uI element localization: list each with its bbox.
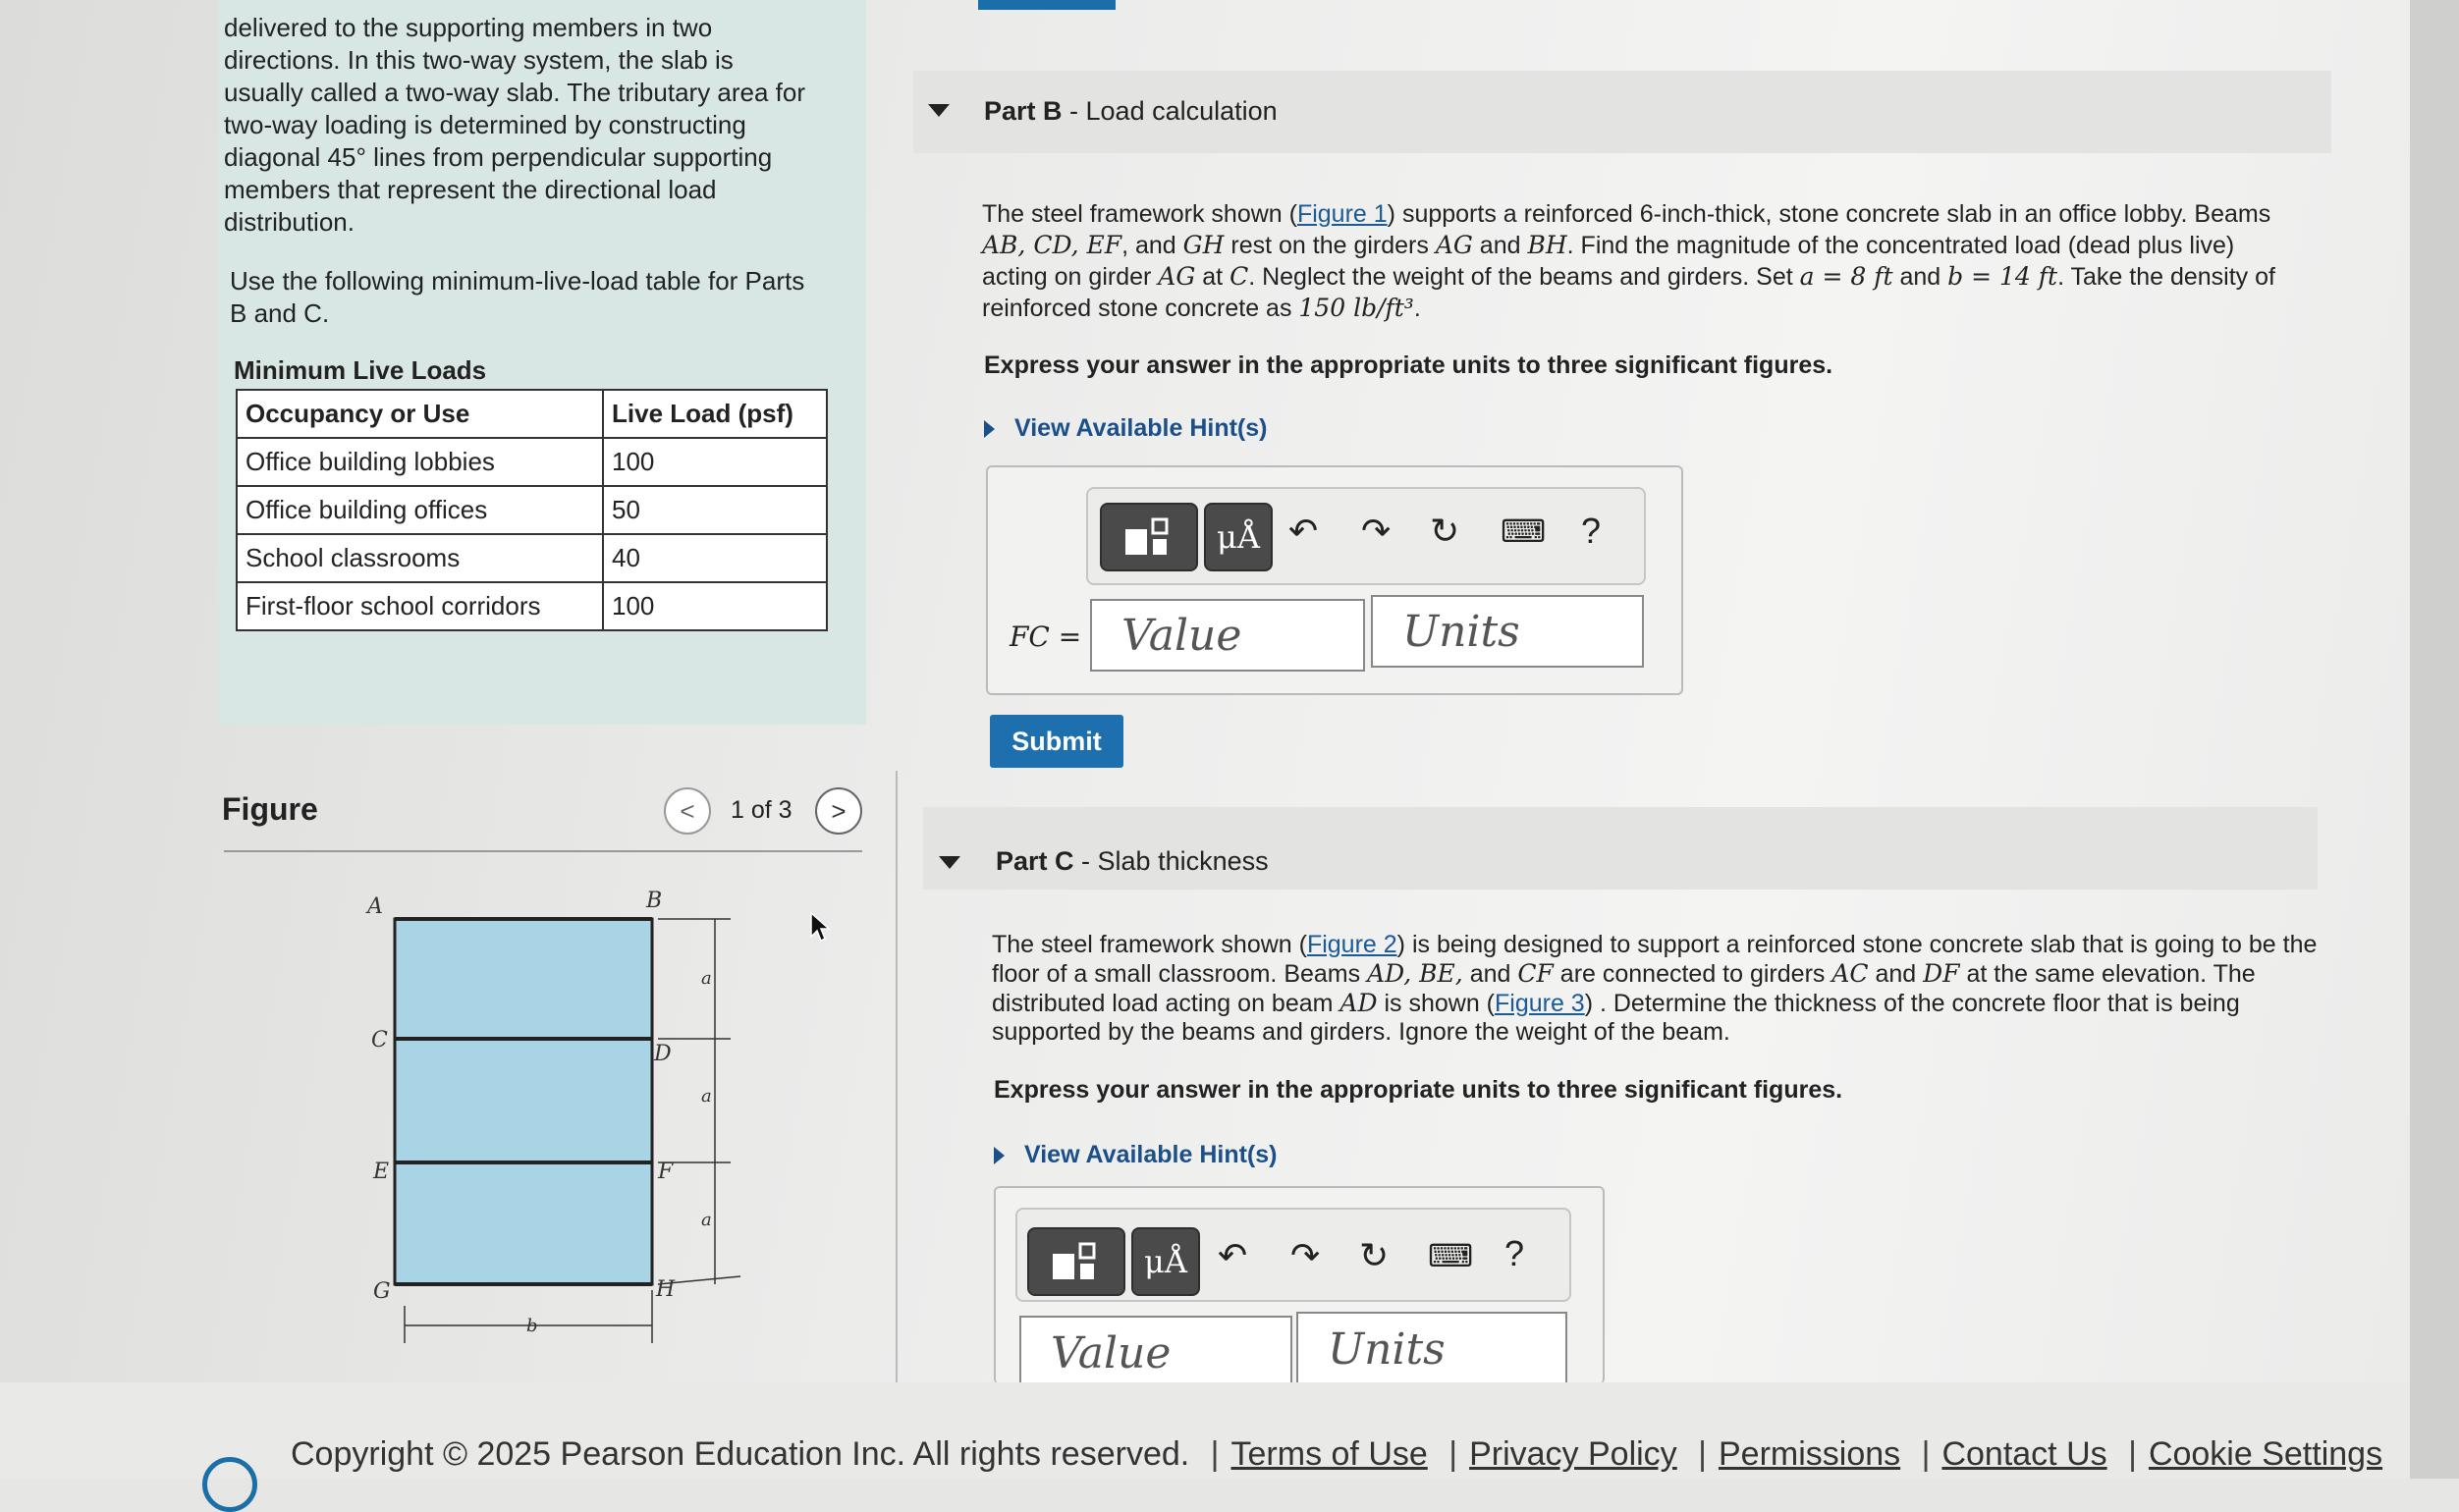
label-a-dimension: a [701, 1086, 712, 1107]
part-b-problem-text: The steel framework shown (Figure 1) supports a reinforced 6-inch-thick, stone concrete slab in an office lobby. Beams AB, CD, EF, and GH rest on the girders AG and BH. Find the magnitude of the concentrated load (dead plus live) acting on girder AG at C. Neglect the weight of the beams and girders. Set a = 8 ft and b = 14 ft. Take the density of reinforced stone concrete as 150 lb/ft³. [982, 200, 2275, 322]
help-icon[interactable]: ? [1581, 511, 1602, 551]
units-button[interactable] [1131, 1227, 1200, 1296]
undo-icon[interactable]: ↶ [1218, 1235, 1248, 1275]
label-a-point: A [367, 894, 383, 919]
use-table-instruction: Use the following minimum-live-load table for Parts B and C. [230, 266, 805, 328]
part-c-instruction: Express your answer in the appropriate units to three significant figures. [994, 1076, 1843, 1104]
undo-icon[interactable]: ↶ [1288, 511, 1319, 551]
screen-edge [2410, 0, 2459, 1479]
live-load-table [236, 389, 828, 631]
expand-triangle-icon [994, 1147, 1005, 1164]
footer: Copyright © 2025 Pearson Education Inc. All rights reserved. | Terms of Use | Privacy Policy | Permissions | Contact Us | Cookie Settings [291, 1435, 2383, 1473]
table-row [237, 534, 827, 582]
table-cell: 100 [603, 582, 827, 630]
intro-text: delivered to the supporting members in two directions. In this two-way system, the slab is usually called a two-way slab. The tributary area for two-way loading is determined by constructing diagonal 45° lines from perpendicular supporting members that represent the directional load distribution. [224, 13, 806, 237]
table-cell: 100 [603, 438, 827, 486]
column-divider [896, 771, 898, 1389]
table-cell: 50 [603, 486, 827, 534]
table-header-row [237, 390, 827, 438]
label-a-dimension: a [701, 1210, 712, 1230]
table-row [237, 582, 827, 630]
collapse-caret-icon[interactable] [928, 104, 950, 117]
label-g-point: G [373, 1279, 391, 1304]
units-input[interactable]: Units [1371, 595, 1644, 668]
label-d-point: D [654, 1042, 672, 1066]
part-b-hint-toggle[interactable]: View Available Hint(s) [984, 414, 1267, 443]
templates-icon [1120, 513, 1178, 561]
cookie-settings-link[interactable]: Cookie Settings [2148, 1435, 2383, 1473]
part-c-problem-text: The steel framework shown (Figure 2) is being designed to support a reinforced stone concrete slab that is going to be the floor of a small classroom. Beams AD, BE, and CF are connected to girders AC and DF at the same elevation. The distributed load acting on beam AD is shown (Figure 3) . Determine the thickness of the concrete floor that is being supported by the beams and girders. Ignore the weight of the beam. [992, 931, 2318, 1046]
chevron-left-icon: < [680, 795, 695, 826]
templates-icon [1047, 1238, 1106, 1285]
part-c-title: Part C - Slab thickness [996, 846, 1269, 876]
label-b-point: B [646, 889, 663, 913]
label-e-point: E [373, 1160, 390, 1184]
figure-1-link[interactable]: Figure 1 [1296, 200, 1388, 228]
reset-icon[interactable]: ↻ [1430, 511, 1460, 551]
table-cell: First-floor school corridors [237, 582, 603, 630]
table-cell: 40 [603, 534, 827, 582]
help-circle-icon[interactable] [202, 1457, 257, 1512]
part-c-hint-toggle[interactable]: View Available Hint(s) [994, 1141, 1277, 1169]
table-row [237, 486, 827, 534]
privacy-policy-link[interactable]: Privacy Policy [1469, 1435, 1677, 1473]
next-figure-button[interactable] [815, 787, 862, 835]
redo-icon[interactable]: ↷ [1361, 511, 1392, 551]
keyboard-icon[interactable]: ⌨ [1501, 513, 1547, 549]
top-action-button[interactable] [978, 0, 1116, 10]
label-c-point: C [371, 1028, 388, 1053]
expand-triangle-icon [984, 420, 995, 438]
permissions-link[interactable]: Permissions [1718, 1435, 1901, 1473]
figure-pager: 1 of 3 [731, 796, 792, 824]
help-icon[interactable]: ? [1504, 1233, 1525, 1273]
label-a-dimension: a [701, 968, 712, 989]
figure-2-link[interactable]: Figure 2 [1306, 931, 1397, 958]
label-h-point: H [656, 1277, 676, 1302]
value-input[interactable]: Value [1090, 599, 1365, 672]
figure-3-link[interactable]: Figure 3 [1495, 990, 1585, 1017]
templates-button[interactable] [1100, 503, 1198, 571]
reset-icon[interactable]: ↻ [1359, 1235, 1390, 1275]
mouse-cursor-icon [809, 911, 831, 943]
value-input[interactable]: Value [1019, 1316, 1292, 1388]
table-cell: School classrooms [237, 534, 603, 582]
table-row [237, 438, 827, 486]
table-cell: Office building offices [237, 486, 603, 534]
column-header: Live Load (psf) [603, 390, 827, 438]
units-button[interactable] [1204, 503, 1273, 571]
units-icon: μÅ [1144, 1243, 1187, 1280]
slab-area [395, 919, 652, 1284]
units-icon: μÅ [1217, 518, 1260, 556]
part-b-instruction: Express your answer in the appropriate units to three significant figures. [984, 351, 1833, 379]
previous-figure-button[interactable] [664, 787, 711, 835]
copyright-text: Copyright © 2025 Pearson Education Inc. All rights reserved. [291, 1435, 1190, 1473]
force-variable-label: FC = [1010, 621, 1082, 653]
figure-divider [224, 850, 862, 852]
templates-button[interactable] [1027, 1227, 1125, 1296]
table-caption: Minimum Live Loads [234, 355, 487, 385]
contact-us-link[interactable]: Contact Us [1941, 1435, 2107, 1473]
label-b-dimension: b [526, 1316, 538, 1336]
units-input[interactable]: Units [1296, 1312, 1567, 1384]
terms-of-use-link[interactable]: Terms of Use [1230, 1435, 1428, 1473]
framework-figure [334, 874, 746, 1355]
column-header: Occupancy or Use [237, 390, 603, 438]
redo-icon[interactable]: ↷ [1290, 1235, 1321, 1275]
submit-button[interactable]: Submit [990, 715, 1123, 768]
part-b-title: Part B - Load calculation [984, 96, 1278, 126]
collapse-caret-icon[interactable] [939, 856, 960, 869]
chevron-right-icon: > [831, 795, 847, 826]
figure-title: Figure [222, 791, 318, 827]
keyboard-icon[interactable]: ⌨ [1428, 1238, 1474, 1273]
label-f-point: F [658, 1160, 674, 1184]
table-cell: Office building lobbies [237, 438, 603, 486]
